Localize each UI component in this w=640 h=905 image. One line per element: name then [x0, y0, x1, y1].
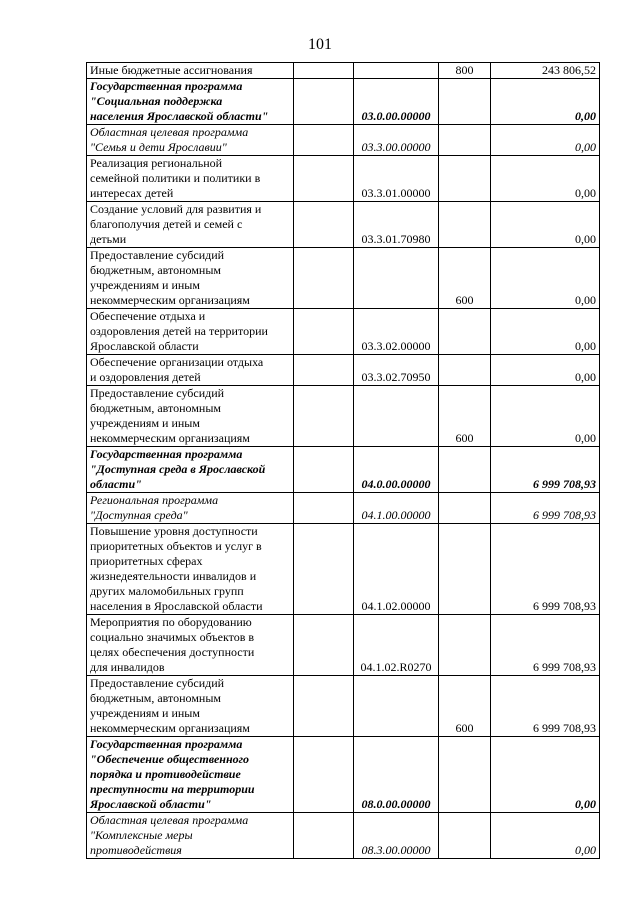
table-row — [87, 737, 600, 813]
row-type-cell — [439, 524, 491, 615]
row-code-cell: 04.1.02.00000 — [354, 524, 439, 615]
row-type-cell — [439, 309, 491, 355]
row-blank-cell — [294, 125, 354, 156]
row-type-cell: 600 — [439, 386, 491, 447]
row-name-cell: Областная целевая программа "Комплексные меры противодействия — [87, 813, 294, 859]
table-row — [87, 813, 600, 859]
row-name-cell: Создание условий для развития и благополучия детей и семей с детьми — [87, 202, 294, 248]
table-row — [87, 355, 600, 386]
row-code-cell: 03.3.02.00000 — [354, 309, 439, 355]
row-blank-cell — [294, 447, 354, 493]
row-blank-cell — [294, 386, 354, 447]
table-row — [87, 493, 600, 524]
row-type-cell: 800 — [439, 63, 491, 79]
row-type-cell — [439, 493, 491, 524]
row-code-cell: 03.3.01.70980 — [354, 202, 439, 248]
row-name-cell: Государственная программа "Обеспечение общественного порядка и противодействие преступности на территории Ярославской области" — [87, 737, 294, 813]
row-code-cell: 08.0.00.00000 — [354, 737, 439, 813]
row-code-cell: 03.3.00.00000 — [354, 125, 439, 156]
page-number: 101 — [308, 36, 332, 53]
row-sum-cell: 0,00 — [491, 79, 600, 125]
table-row — [87, 63, 600, 79]
budget-table — [86, 62, 600, 859]
row-blank-cell — [294, 676, 354, 737]
table-row — [87, 125, 600, 156]
row-name-cell: Обеспечение организации отдыха и оздоровления детей — [87, 355, 294, 386]
budget-table-body — [87, 63, 600, 859]
row-sum-cell: 0,00 — [491, 386, 600, 447]
table-row — [87, 156, 600, 202]
row-code-cell: 04.0.00.00000 — [354, 447, 439, 493]
row-name-cell: Областная целевая программа "Семья и дети Ярославии" — [87, 125, 294, 156]
row-blank-cell — [294, 156, 354, 202]
table-row — [87, 615, 600, 676]
row-code-cell — [354, 63, 439, 79]
row-blank-cell — [294, 524, 354, 615]
row-blank-cell — [294, 63, 354, 79]
row-name-cell: Государственная программа "Доступная среда в Ярославской области" — [87, 447, 294, 493]
table-row — [87, 447, 600, 493]
row-code-cell: 03.3.02.70950 — [354, 355, 439, 386]
row-name-cell: Региональная программа "Доступная среда" — [87, 493, 294, 524]
row-sum-cell: 0,00 — [491, 737, 600, 813]
row-sum-cell: 6 999 708,93 — [491, 524, 600, 615]
row-type-cell — [439, 737, 491, 813]
row-code-cell: 03.3.01.00000 — [354, 156, 439, 202]
row-sum-cell: 0,00 — [491, 309, 600, 355]
row-blank-cell — [294, 202, 354, 248]
row-type-cell: 600 — [439, 676, 491, 737]
row-name-cell: Государственная программа "Социальная поддержка населения Ярославской области" — [87, 79, 294, 125]
table-row — [87, 386, 600, 447]
row-sum-cell: 0,00 — [491, 813, 600, 859]
table-row — [87, 524, 600, 615]
row-sum-cell: 0,00 — [491, 125, 600, 156]
row-blank-cell — [294, 813, 354, 859]
row-sum-cell: 6 999 708,93 — [491, 493, 600, 524]
row-name-cell: Мероприятия по оборудованию социально значимых объектов в целях обеспечения доступности для инвалидов — [87, 615, 294, 676]
row-type-cell — [439, 125, 491, 156]
row-name-cell: Предоставление субсидий бюджетным, автономным учреждениям и иным некоммерческим организациям — [87, 386, 294, 447]
row-blank-cell — [294, 493, 354, 524]
row-type-cell: 600 — [439, 248, 491, 309]
row-blank-cell — [294, 79, 354, 125]
row-blank-cell — [294, 355, 354, 386]
row-type-cell — [439, 202, 491, 248]
row-sum-cell: 243 806,52 — [491, 63, 600, 79]
table-row — [87, 79, 600, 125]
row-name-cell: Предоставление субсидий бюджетным, автономным учреждениям и иным некоммерческим организациям — [87, 676, 294, 737]
row-name-cell: Реализация региональной семейной политики и политики в интересах детей — [87, 156, 294, 202]
table-row — [87, 202, 600, 248]
table-row — [87, 309, 600, 355]
row-code-cell — [354, 248, 439, 309]
row-name-cell: Повышение уровня доступности приоритетных объектов и услуг в приоритетных сферах жизнедеятельности инвалидов и других маломобильных групп населения в Ярославской области — [87, 524, 294, 615]
row-code-cell: 03.0.00.00000 — [354, 79, 439, 125]
row-type-cell — [439, 615, 491, 676]
row-name-cell: Обеспечение отдыха и оздоровления детей на территории Ярославской области — [87, 309, 294, 355]
row-blank-cell — [294, 248, 354, 309]
row-blank-cell — [294, 309, 354, 355]
row-type-cell — [439, 79, 491, 125]
row-code-cell: 04.1.00.00000 — [354, 493, 439, 524]
row-type-cell — [439, 813, 491, 859]
row-sum-cell: 0,00 — [491, 156, 600, 202]
row-type-cell — [439, 156, 491, 202]
row-sum-cell: 6 999 708,93 — [491, 676, 600, 737]
row-type-cell — [439, 355, 491, 386]
row-name-cell: Предоставление субсидий бюджетным, автономным учреждениям и иным некоммерческим организациям — [87, 248, 294, 309]
row-type-cell — [439, 447, 491, 493]
row-code-cell — [354, 676, 439, 737]
row-sum-cell: 6 999 708,93 — [491, 447, 600, 493]
table-row — [87, 248, 600, 309]
row-blank-cell — [294, 737, 354, 813]
row-code-cell: 04.1.02.R0270 — [354, 615, 439, 676]
row-name-cell: Иные бюджетные ассигнования — [87, 63, 294, 79]
row-blank-cell — [294, 615, 354, 676]
row-sum-cell: 0,00 — [491, 202, 600, 248]
row-sum-cell: 6 999 708,93 — [491, 615, 600, 676]
row-code-cell — [354, 386, 439, 447]
row-sum-cell: 0,00 — [491, 248, 600, 309]
table-row — [87, 676, 600, 737]
row-code-cell: 08.3.00.00000 — [354, 813, 439, 859]
row-sum-cell: 0,00 — [491, 355, 600, 386]
